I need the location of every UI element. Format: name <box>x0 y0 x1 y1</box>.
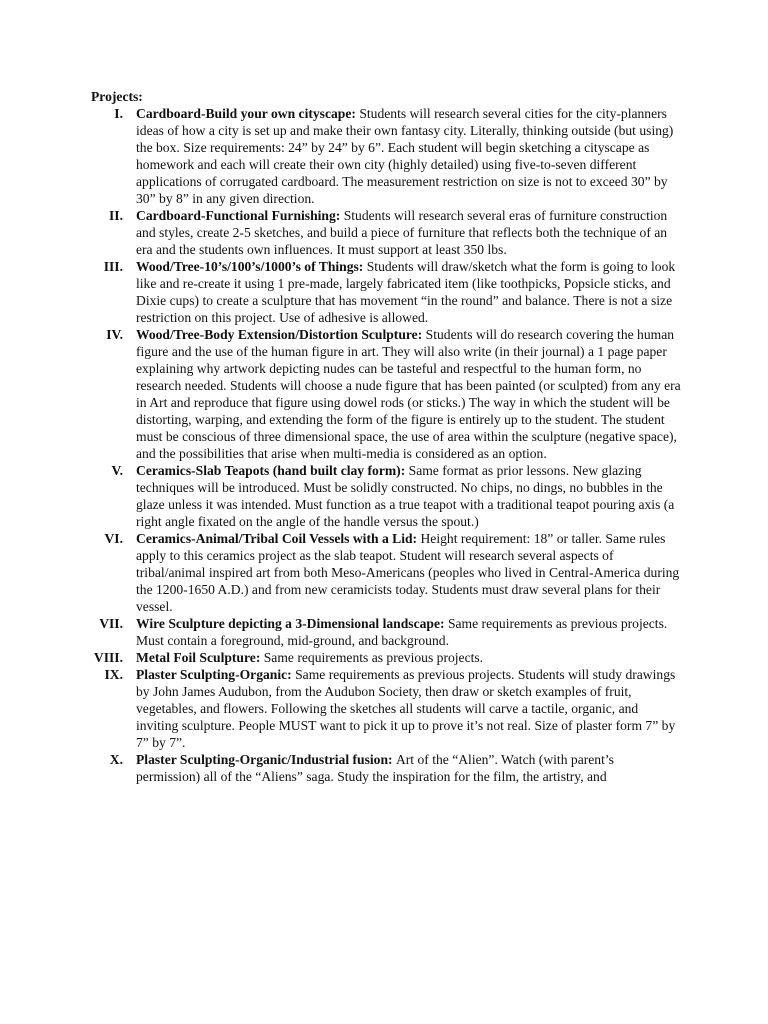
project-item-9 <box>91 666 681 751</box>
project-item-4 <box>91 326 681 462</box>
project-title: Ceramics-Animal/Tribal Coil Vessels with a Lid: <box>136 531 421 546</box>
project-description: Same requirements as previous projects. Students will study drawings by John James Audubon, from the Audubon Society, then draw or sketch examples of fruit, vegetables, and flowers. Following the sketches all students will carve a tactile, organic, and inviting sculpture. People MUST want to pick it up to prove it’s not real. Size of plaster form 7” by 7” by 7”. <box>136 667 676 750</box>
project-item-10 <box>91 751 681 785</box>
project-description: Art of the “Alien”. Watch (with parent’s permission) all of the “Aliens” saga. Study the inspiration for the film, the artistry, and <box>136 752 614 784</box>
project-numeral: II. <box>109 208 123 223</box>
project-title: Cardboard-Functional Furnishing: <box>136 208 344 223</box>
project-description: Same format as prior lessons. New glazing techniques will be introduced. Must be solidly constructed. No chips, no dings, no bubbles in the glaze unless it was intended. Must function as a true teapot with a traditional teapot pouring axis (a right angle fixated on the angle of the handle versus the spout.) <box>136 463 675 529</box>
project-item-3 <box>91 258 681 326</box>
project-title: Metal Foil Sculpture: <box>136 650 264 665</box>
project-numeral: I. <box>114 106 123 121</box>
project-title: Plaster Sculpting-Organic/Industrial fusion: <box>136 752 396 767</box>
project-description: Students will research several eras of furniture construction and styles, create 2-5 sketches, and build a piece of furniture that reflects both the technique of an era and the students own influences. It must support at least 350 lbs. <box>136 208 668 257</box>
project-numeral: X. <box>109 752 123 767</box>
project-description: Students will research several cities for the city-planners ideas of how a city is set up and make their own fantasy city. Literally, thinking outside (but using) the box. Size requirements: 24” by 24” by 6”. Each student will begin sketching a cityscape as homework and each will create their own city (highly detailed) using five-to-seven different applications of corrugated cardboard. The measurement restriction on size is not to exceed 30” by 30” by 8” in any given direction. <box>136 106 674 206</box>
project-item-7 <box>91 615 681 649</box>
project-numeral: IV. <box>106 327 123 342</box>
project-item-2 <box>91 207 681 258</box>
project-title: Plaster Sculpting-Organic: <box>136 667 296 682</box>
project-item-8 <box>91 649 681 666</box>
project-title: Wire Sculpture depicting a 3-Dimensional landscape: <box>136 616 448 631</box>
project-numeral: VI. <box>104 531 123 546</box>
project-description: Students will draw/sketch what the form is going to look like and re-create it using 1 pre-made, largely fabricated item (like toothpicks, Popsicle sticks, and Dixie cups) to create a sculpture that has movement “in the round” and balance. There is not a size restriction on this project. Use of adhesive is allowed. <box>136 259 676 325</box>
projects-list <box>91 105 681 785</box>
project-numeral: VII. <box>99 616 123 631</box>
project-item-1 <box>91 105 681 207</box>
project-numeral: VIII. <box>93 650 123 665</box>
project-title: Cardboard-Build your own cityscape: <box>136 106 360 121</box>
project-description: Height requirement: 18” or taller. Same rules apply to this ceramics project as the slab teapot. Student will research several aspects of tribal/animal inspired art from both Meso-Americans (peoples who lived in Central-America during the 1200-1650 A.D.) and from new ceramicists today. Students must draw several plans for their vessel. <box>136 531 680 614</box>
project-numeral: V. <box>111 463 123 478</box>
project-numeral: III. <box>103 259 123 274</box>
project-description: Same requirements as previous projects. <box>263 650 484 665</box>
project-title: Ceramics-Slab Teapots (hand built clay form): <box>136 463 409 478</box>
project-numeral: IX. <box>104 667 123 682</box>
project-item-6 <box>91 530 681 615</box>
document-page <box>91 88 681 785</box>
project-description: Students will do research covering the human figure and the use of the human figure in art. They will also write (in their journal) a 1 page paper explaining why artwork depicting nudes can be tasteful and respectful to the human form, no research needed. Students will choose a nude figure that has been painted (or sculpted) from any era in Art and reproduce that figure using dowel rods (or sticks.) The way in which the student will be distorting, warping, and extending the form of the figure is entirely up to the student. The student must be conscious of three dimensional space, the use of area within the sculpture (negative space), and the possibilities that arise when multi-media is considered as an option. <box>136 327 681 461</box>
project-title: Wood/Tree-Body Extension/Distortion Sculpture: <box>136 327 426 342</box>
project-title: Wood/Tree-10’s/100’s/1000’s of Things: <box>136 259 367 274</box>
project-item-5 <box>91 462 681 530</box>
projects-heading: Projects: <box>91 89 143 104</box>
project-description: Same requirements as previous projects. Must contain a foreground, mid-ground, and background. <box>136 616 668 648</box>
